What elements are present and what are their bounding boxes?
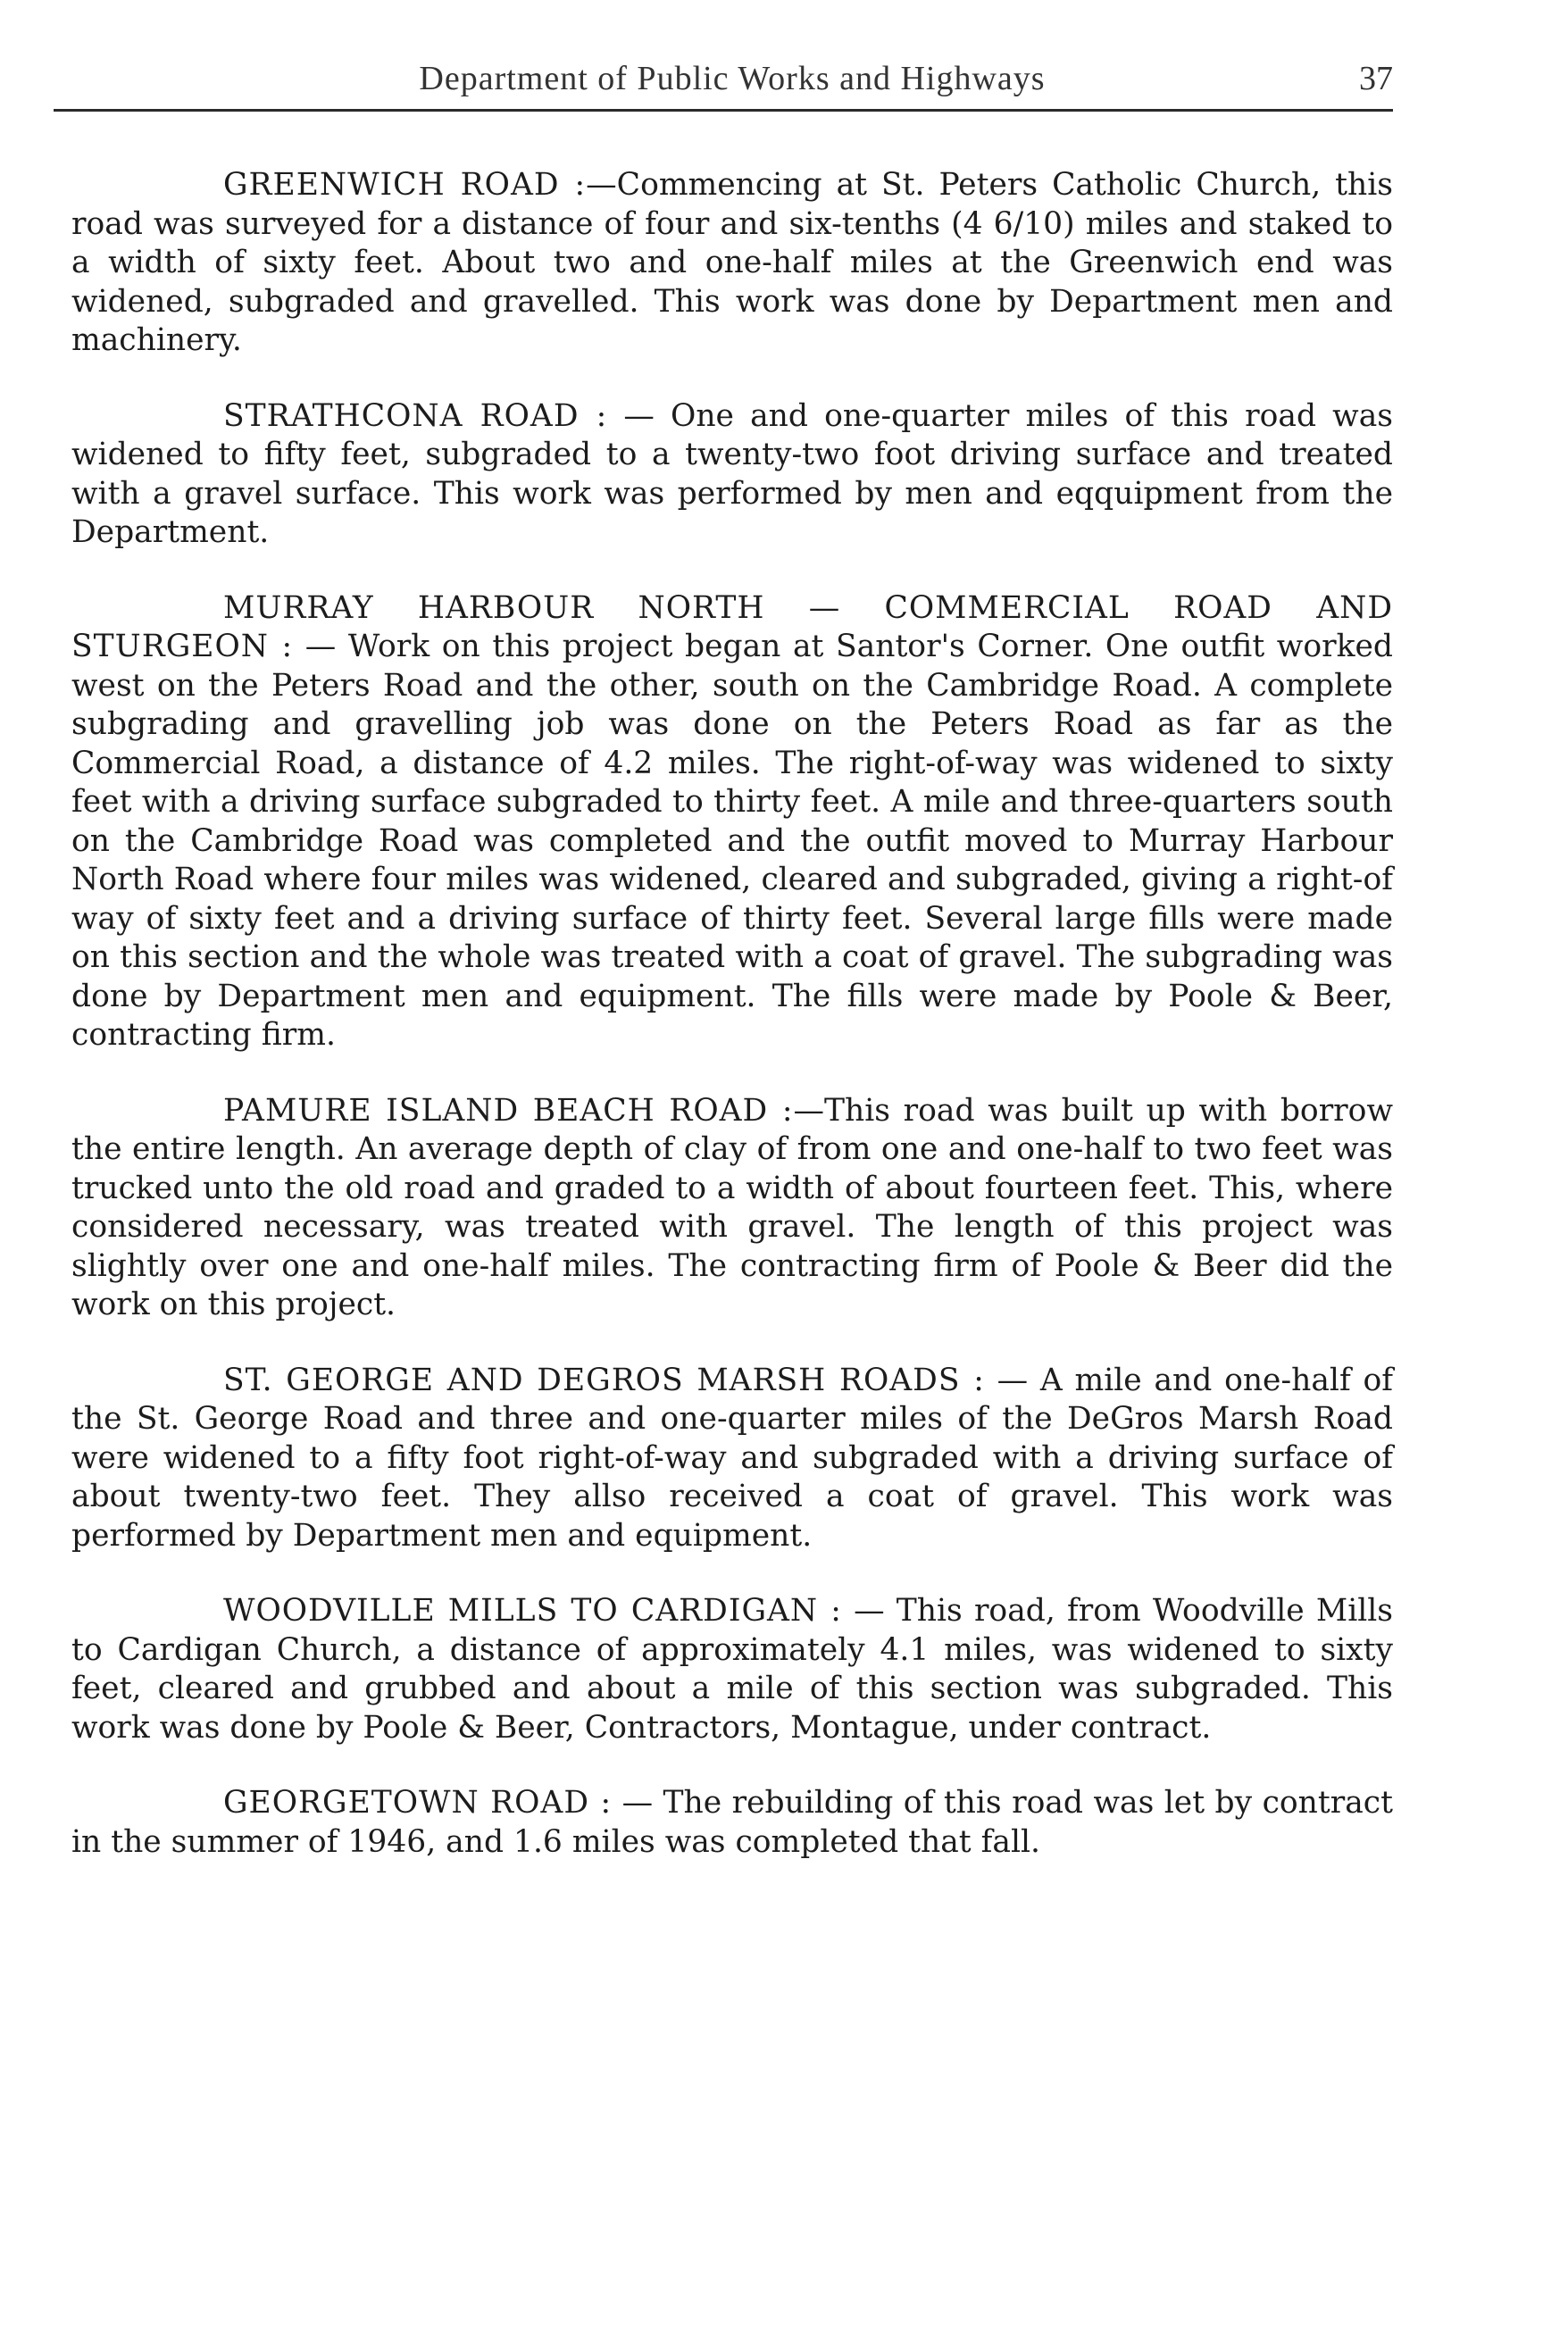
section-heading: GEORGETOWN ROAD :	[223, 1785, 613, 1821]
section-heading: MURRAY HARBOUR NORTH — COMMERCIAL ROAD AND STURGEON :	[71, 589, 1393, 664]
paragraph-text: — Work on this project began at Santor's Corner. One outfit worked west on the Peters Road and the other, south on the Cambridge Road. A complete subgrading and gravelling job was done on the Peters Road as far as the Commercial Road, a distance of 4.2 miles. The right-of-way was widened to sixty feet with a driving surface subgraded to thirty feet. A mile and three-quarters south on the Cambridge Road was completed and the outfit moved to Murray Harbour North Road where four miles was widened, cleared and subgraded, giving a right-of way of sixty feet and a driving surface of thirty feet. Several large fills were made on this section and the whole was treated with a coat of gravel. The subgrading was done by Department men and equipment. The fills were made by Poole & Beer, contracting firm.	[71, 629, 1393, 1053]
paragraph-text: — A mile and one-half of the St. George Road and three and one-quarter miles of the DeGros Marsh Road were widened to a fifty foot right-of-way and subgraded with a driving surface of about twenty-two feet. They allso received a coat of gravel. This work was performed by Department men and equipment.	[71, 1362, 1394, 1554]
paragraph-text: —This road was built up with borrow the entire length. An average depth of clay of from one and one-half to two feet was trucked unto the old road and graded to a width of about fourteen feet. This, where considered necessary, was treated with gravel. The length of this project was slightly over one and one-half miles. The contracting firm of Poole & Beer did the work on this project.	[71, 1092, 1393, 1322]
document-page	[71, 54, 1393, 1898]
paragraph-text: —Commencing at St. Peters Catholic Church, this road was surveyed for a distance of four and six-tenths (4 6/10) miles and staked to a width of sixty feet. About two and one-half miles at the Greenwich end was widened, subgraded and gravelled. This work was done by Department men and machinery.	[71, 167, 1393, 358]
paragraph-strathcona-road	[71, 397, 1393, 553]
section-heading: ST. GEORGE AND DEGROS MARSH ROADS :	[223, 1362, 985, 1398]
paragraph-georgetown-road	[71, 1784, 1393, 1862]
paragraph-murray-harbour-north	[71, 589, 1393, 1055]
running-title: Department of Public Works and Highways	[419, 60, 1046, 97]
paragraph-text: — This road, from Woodville Mills to Cardigan Church, a distance of approximately 4.1 miles, was widened to sixty feet, cleared and grubbed and about a mile of this section was subgraded. This work was done by Poole & Beer, Contractors, Montague, under contract.	[71, 1593, 1393, 1746]
section-heading: WOODVILLE MILLS TO CARDIGAN :	[223, 1593, 842, 1629]
paragraph-pamure-island-beach-road	[71, 1092, 1393, 1325]
page-header	[71, 54, 1393, 113]
section-heading: GREENWICH ROAD :	[223, 167, 587, 203]
section-heading: PAMURE ISLAND BEACH ROAD :	[223, 1092, 794, 1129]
section-heading: STRATHCONA ROAD :	[223, 397, 608, 434]
paragraph-st-george-degros-marsh	[71, 1362, 1393, 1556]
document-body	[71, 166, 1393, 1862]
header-rule	[54, 109, 1393, 112]
paragraph-text: — The rebuilding of this road was let by contract in the summer of 1946, and 1.6 miles was completed that fall.	[71, 1785, 1393, 1860]
page-number: 37	[1359, 60, 1393, 97]
paragraph-woodville-mills-cardigan	[71, 1592, 1393, 1747]
paragraph-text: — One and one-quarter miles of this road was widened to fifty feet, subgraded to a twenty-two foot driving surface and treated with a gravel surface. This work was performed by men and eqquipment from the Department.	[71, 397, 1393, 550]
paragraph-greenwich-road	[71, 166, 1393, 361]
